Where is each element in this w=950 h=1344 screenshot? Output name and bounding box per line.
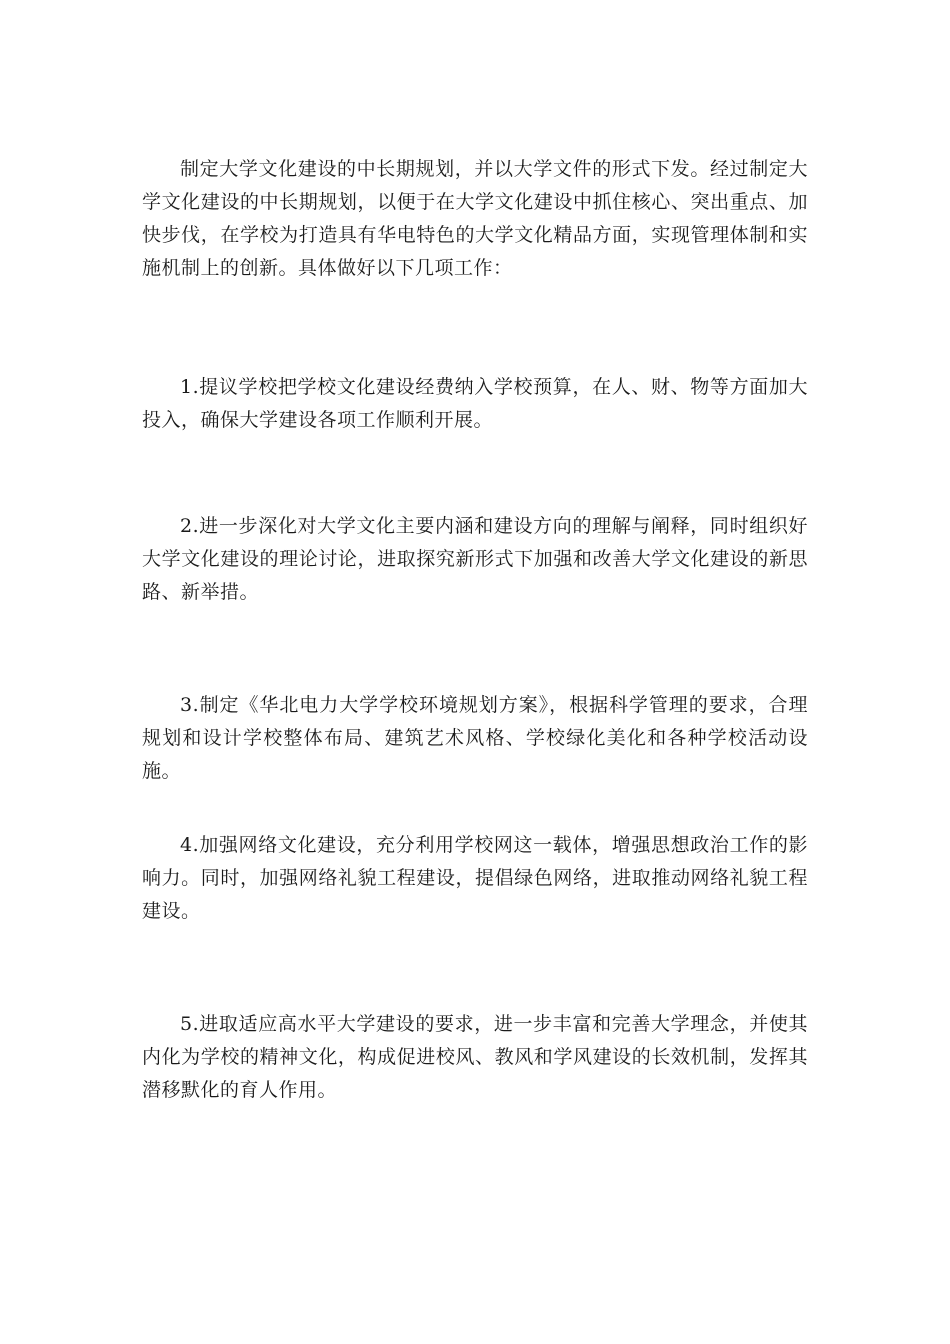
item-5-paragraph: 5.进取适应高水平大学建设的要求，进一步丰富和完善大学理念，并使其内化为学校的精神文化，构成促进校风、教风和学风建设的长效机制，发挥其潜移默化的育人作用。 bbox=[142, 1013, 808, 1101]
item-2-paragraph: 2.进一步深化对大学文化主要内涵和建设方向的理解与阐释，同时组织好大学文化建设的理论讨论，进取探究新形式下加强和改善大学文化建设的新思路、新举措。 bbox=[142, 515, 808, 603]
item-1-paragraph: 1.提议学校把学校文化建设经费纳入学校预算，在人、财、物等方面加大投入，确保大学建设各项工作顺利开展。 bbox=[142, 376, 808, 431]
item-4-paragraph: 4.加强网络文化建设，充分利用学校网这一载体，增强思想政治工作的影响力。同时，加强网络礼貌工程建设，提倡绿色网络，进取推动网络礼貌工程建设。 bbox=[142, 834, 808, 922]
item-3-paragraph: 3.制定《华北电力大学学校环境规划方案》，根据科学管理的要求，合理规划和设计学校整体布局、建筑艺术风格、学校绿化美化和各种学校活动设施。 bbox=[142, 694, 808, 782]
intro-paragraph: 制定大学文化建设的中长期规划，并以大学文件的形式下发。经过制定大学文化建设的中长期规划，以便于在大学文化建设中抓住核心、突出重点、加快步伐，在学校为打造具有华电特色的大学文化精品方面，实现管理体制和实施机制上的创新。具体做好以下几项工作： bbox=[142, 158, 808, 279]
